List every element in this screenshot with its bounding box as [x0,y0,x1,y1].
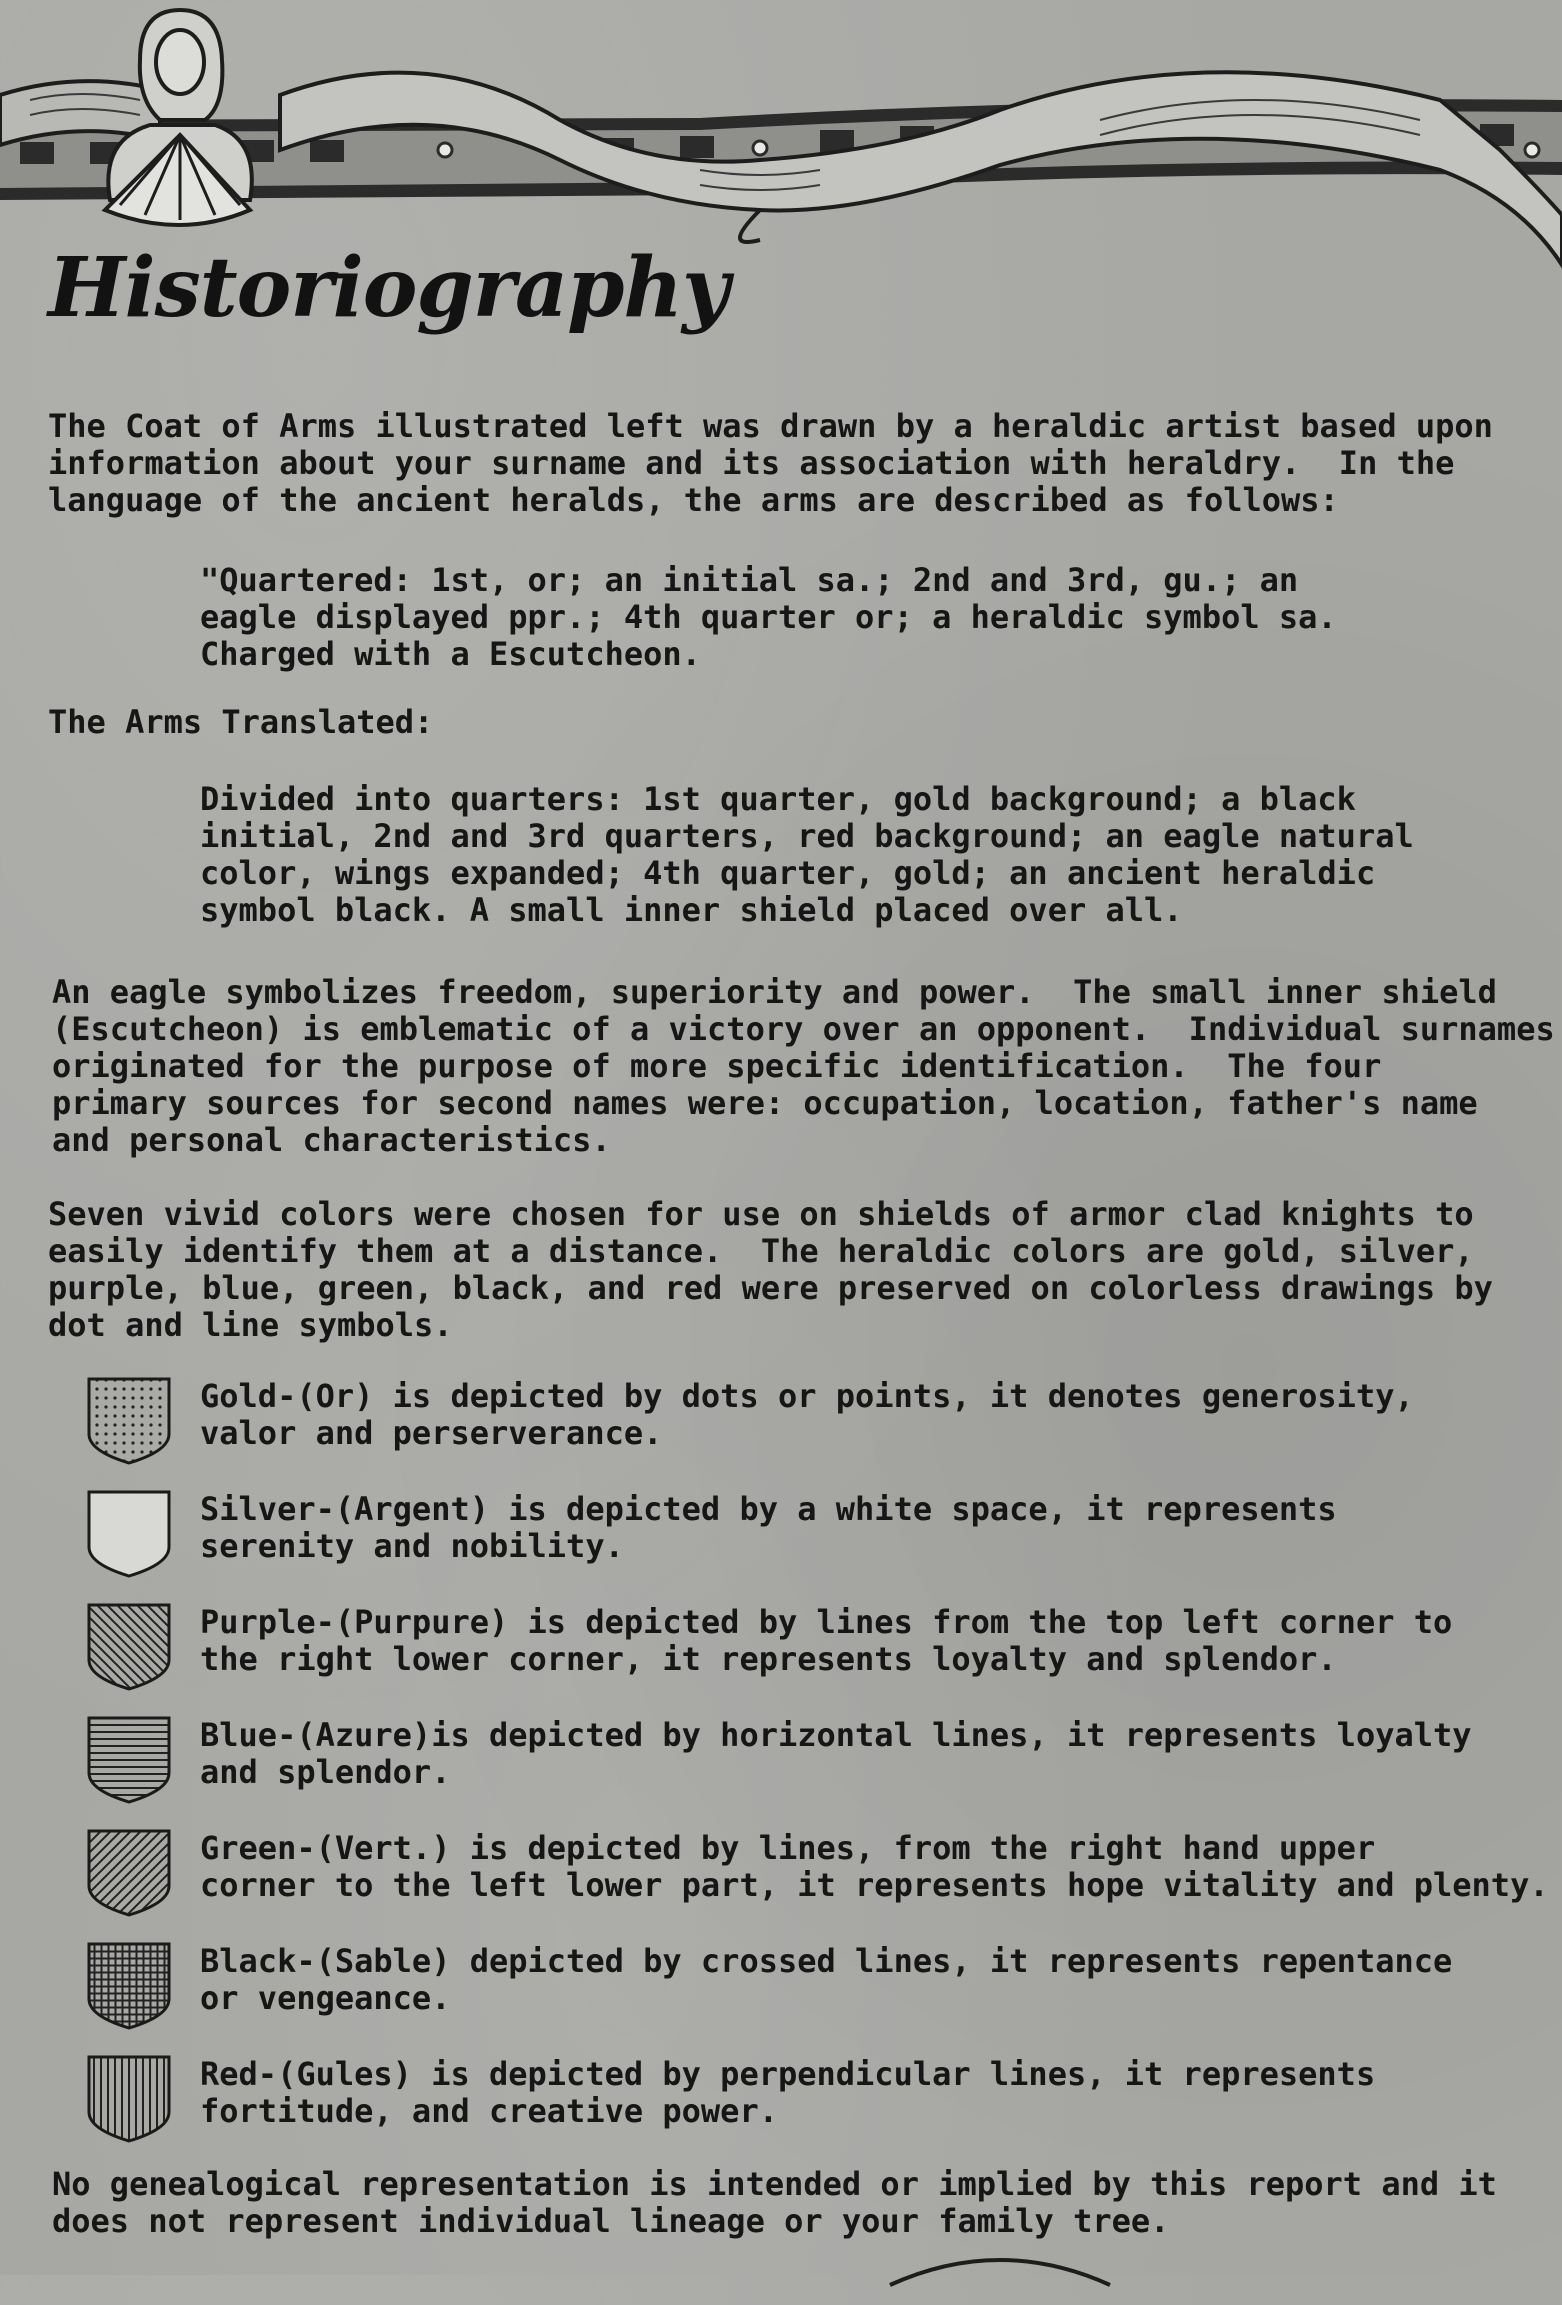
tincture-black [80,1941,1520,2037]
shield-diagonal-left-icon [84,1602,174,1692]
tincture-red-text: Red-(Gules) is depicted by perpendicular lines, it represents fortitude, and creative power. [200,2055,1376,2130]
tincture-purple [80,1602,1520,1698]
tincture-blue [80,1715,1520,1811]
shield-diagonal-right-icon [84,1828,174,1918]
shield-horizontal-lines-icon [84,1715,174,1805]
tincture-green [80,1828,1549,1924]
page-title: Historiography [48,240,729,336]
shield-crosshatch-icon [84,1941,174,2031]
tincture-silver [80,1489,1520,1585]
translated-heading: The Arms Translated: [48,703,434,741]
tincture-silver-text: Silver-(Argent) is depicted by a white space, it represents serenity and nobility. [200,1490,1337,1565]
disclaimer-paragraph: No genealogical representation is intended or implied by this report and it does not represent individual lineage or your family tree. [52,2165,1497,2240]
symbolism-paragraph: An eagle symbolizes freedom, superiority and power. The small inner shield (Escutcheon) is emblematic of a victory over an opponent. Individual surnames originated for the purpose of more specific identification. The four primary sources for second names were: occupation, location, father's name and personal characteristics. [52,973,1555,1159]
tincture-red [80,2054,1520,2150]
intro-paragraph: The Coat of Arms illustrated left was drawn by a heraldic artist based upon information about your surname and its association with heraldry. In the language of the ancient heralds, the arms are described as follows: [48,407,1493,519]
shield-vertical-lines-icon [84,2054,174,2144]
tincture-purple-text: Purple-(Purpure) is depicted by lines from the top left corner to the right lower corner, it represents loyalty and splendor. [200,1603,1453,1678]
translation-paragraph: Divided into quarters: 1st quarter, gold background; a black initial, 2nd and 3rd quarters, red background; an eagle natural color, wings expanded; 4th quarter, gold; an ancient heraldic symbol black. A small inner shield placed over all. [200,780,1414,929]
colors-intro-paragraph: Seven vivid colors were chosen for use on shields of armor clad knights to easily identify them at a distance. The heraldic colors are gold, silver, purple, blue, green, black, and red were preserved on colorless drawings by dot and line symbols. [48,1195,1493,1344]
tincture-green-text: Green-(Vert.) is depicted by lines, from the right hand upper corner to the left lower part, it represents hope vitality and plenty. [200,1829,1549,1904]
tincture-gold-text: Gold-(Or) is depicted by dots or points, it denotes generosity, valor and perserverance. [200,1377,1414,1452]
tincture-black-text: Black-(Sable) depicted by crossed lines, it represents repentance or vengeance. [200,1942,1453,2017]
tincture-blue-text: Blue-(Azure)is depicted by horizontal lines, it represents loyalty and splendor. [200,1716,1472,1791]
shield-dots-icon [84,1376,174,1466]
tincture-gold [80,1376,1520,1472]
bottom-ornament [880,2245,1120,2305]
blazon-quote: "Quartered: 1st, or; an initial sa.; 2nd and 3rd, gu.; an eagle displayed ppr.; 4th quarter or; a heraldic symbol sa. Charged with a Escutcheon. [200,561,1337,673]
shield-plain-icon [84,1489,174,1579]
